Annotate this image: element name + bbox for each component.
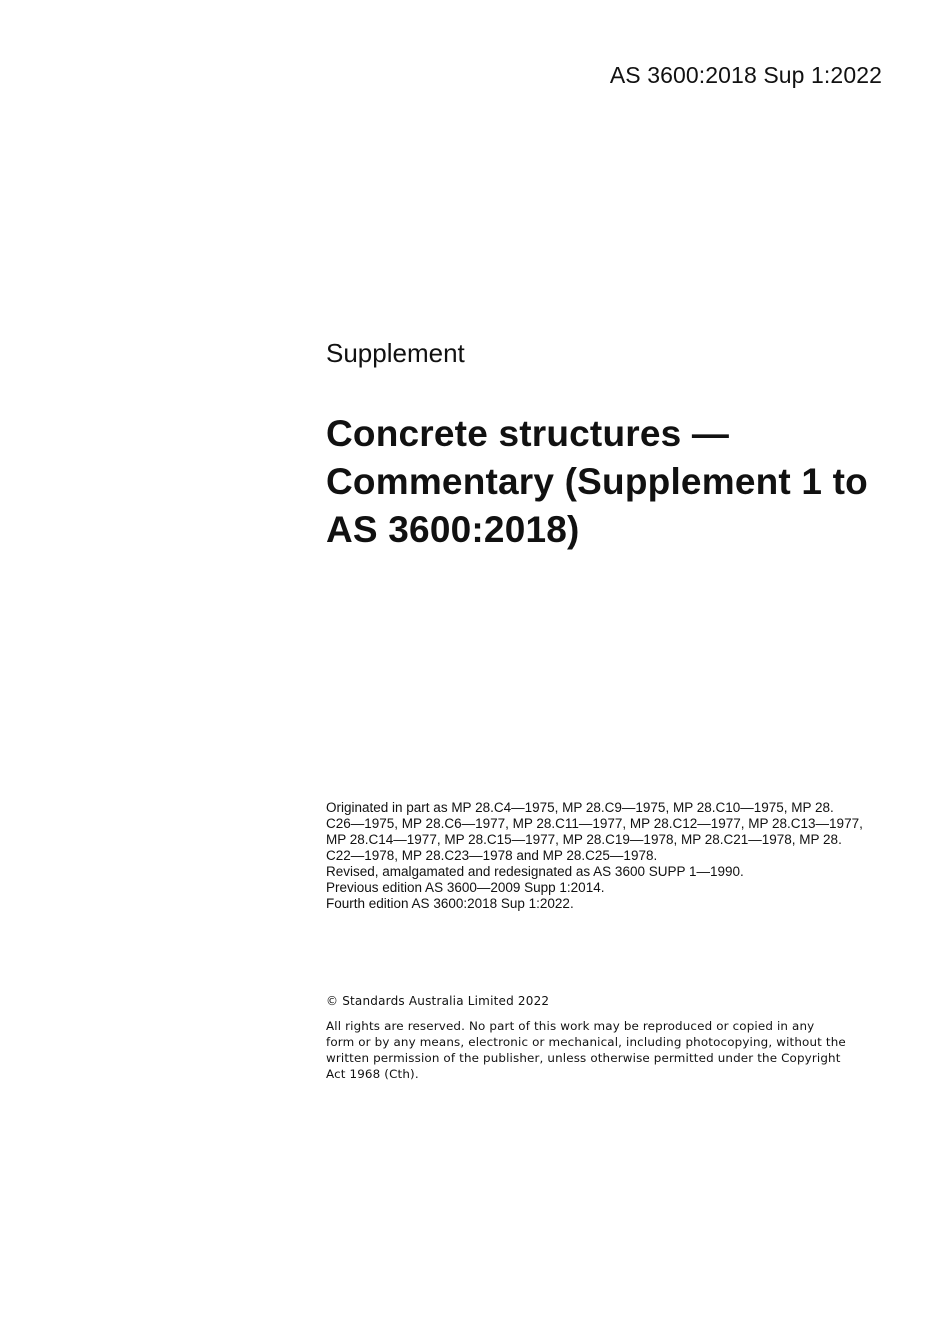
- copyright-notice: © Standards Australia Limited 2022: [326, 994, 550, 1008]
- rights-line: Act 1968 (Cth).: [326, 1067, 419, 1081]
- title-line: Commentary (Supplement 1 to: [326, 461, 868, 502]
- history-line: Revised, amalgamated and redesignated as AS 3600 SUPP 1—1990.: [326, 864, 744, 879]
- rights-line: All rights are reserved. No part of this work may be reproduced or copied in any: [326, 1019, 815, 1033]
- title-line: Concrete structures —: [326, 413, 730, 454]
- rights-line: written permission of the publisher, unless otherwise permitted under the Copyright: [326, 1051, 841, 1065]
- history-line: Originated in part as MP 28.C4—1975, MP 28.C9—1975, MP 28.C10—1975, MP 28.: [326, 800, 834, 815]
- rights-line: form or by any means, electronic or mechanical, including photocopying, without the: [326, 1035, 846, 1049]
- history-line: Fourth edition AS 3600:2018 Sup 1:2022.: [326, 896, 574, 911]
- title-line: AS 3600:2018): [326, 509, 580, 550]
- publication-history: [326, 800, 886, 912]
- document-code: AS 3600:2018 Sup 1:2022: [609, 62, 882, 88]
- history-line: C22—1978, MP 28.C23—1978 and MP 28.C25—1978.: [326, 848, 658, 863]
- rights-statement: [326, 1018, 886, 1082]
- document-type-label: Supplement: [326, 338, 465, 368]
- history-line: Previous edition AS 3600—2009 Supp 1:2014.: [326, 880, 605, 895]
- history-line: C26—1975, MP 28.C6—1977, MP 28.C11—1977, MP 28.C12—1977, MP 28.C13—1977,: [326, 816, 863, 831]
- history-line: MP 28.C14—1977, MP 28.C15—1977, MP 28.C19—1978, MP 28.C21—1978, MP 28.: [326, 832, 842, 847]
- document-title: [326, 410, 896, 554]
